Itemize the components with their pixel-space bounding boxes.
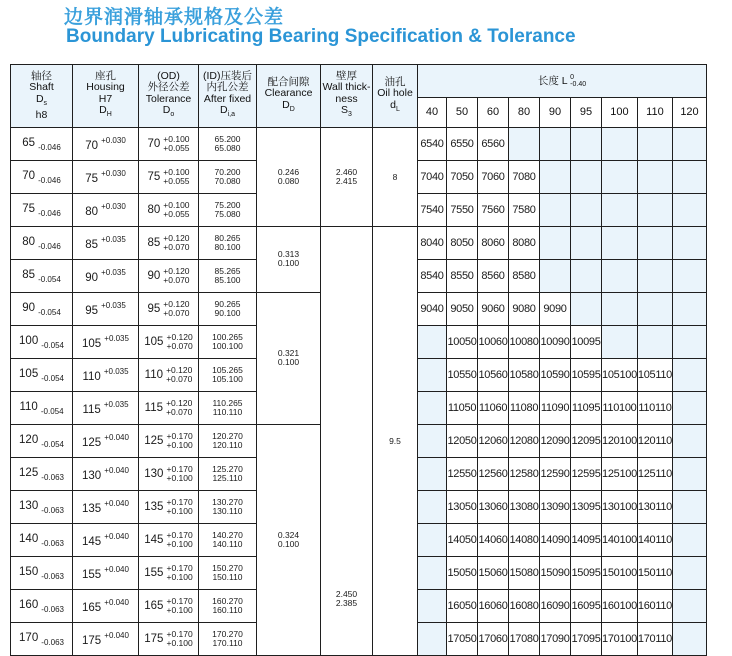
od-cell: 70 +0.100 +0.055 <box>139 128 199 161</box>
length-cell: 140100 <box>602 524 638 557</box>
length-cell <box>673 128 707 161</box>
length-col-header: 90 <box>540 97 571 127</box>
length-cell: 16095 <box>571 590 602 623</box>
length-cell: 14095 <box>571 524 602 557</box>
length-cell: 13095 <box>571 491 602 524</box>
length-cell <box>418 425 447 458</box>
length-cell <box>602 326 638 359</box>
length-cell: 9050 <box>447 293 478 326</box>
length-col-header: 80 <box>509 97 540 127</box>
length-cell: 170110 <box>637 623 672 656</box>
od-cell: 135 +0.170 +0.100 <box>139 491 199 524</box>
length-cell <box>602 161 638 194</box>
length-cell: 10590 <box>540 359 571 392</box>
length-cell: 13080 <box>509 491 540 524</box>
length-cell: 12550 <box>447 458 478 491</box>
header-housing: 座孔 Housing H7 $D_H$ <box>73 65 139 128</box>
length-cell: 7580 <box>509 194 540 227</box>
length-cell: 7560 <box>478 194 509 227</box>
length-cell: 13060 <box>478 491 509 524</box>
length-cell <box>637 161 672 194</box>
header-clearance: 配合间隙 Clearance $D_D$ <box>257 65 321 128</box>
housing-cell: 145 $^{+0.040}$ <box>73 524 139 557</box>
housing-cell: 135 $^{+0.040}$ <box>73 491 139 524</box>
id-cell: 65.200 65.080 <box>199 128 257 161</box>
length-cell: 10095 <box>571 326 602 359</box>
length-cell <box>673 623 707 656</box>
length-cell <box>637 293 672 326</box>
length-cell: 10090 <box>540 326 571 359</box>
length-cell: 17050 <box>447 623 478 656</box>
od-cell: 80 +0.100 +0.055 <box>139 194 199 227</box>
length-cell: 16090 <box>540 590 571 623</box>
header-id: (ID)压装后 内孔公差 After fixed $D_{i,a}$ <box>199 65 257 128</box>
length-col-header: 110 <box>637 97 672 127</box>
length-cell <box>673 359 707 392</box>
length-cell <box>637 227 672 260</box>
id-cell: 170.270 170.110 <box>199 623 257 656</box>
shaft-cell: 105 $_{-0.054}$ <box>11 359 73 392</box>
length-cell: 110110 <box>637 392 672 425</box>
od-cell: 90 +0.120 +0.070 <box>139 260 199 293</box>
shaft-cell: 100 $_{-0.054}$ <box>11 326 73 359</box>
length-cell <box>418 326 447 359</box>
length-cell: 17095 <box>571 623 602 656</box>
length-cell <box>673 194 707 227</box>
length-cell: 7050 <box>447 161 478 194</box>
housing-cell: 80 $^{+0.030}$ <box>73 194 139 227</box>
length-cell: 15050 <box>447 557 478 590</box>
length-cell: 15080 <box>509 557 540 590</box>
length-cell: 150100 <box>602 557 638 590</box>
housing-cell: 110 $^{+0.035}$ <box>73 359 139 392</box>
length-cell: 10550 <box>447 359 478 392</box>
length-cell: 120110 <box>637 425 672 458</box>
length-cell: 17080 <box>509 623 540 656</box>
length-cell <box>673 260 707 293</box>
length-cell: 130110 <box>637 491 672 524</box>
length-cell <box>602 128 638 161</box>
od-cell: 105 +0.120 +0.070 <box>139 326 199 359</box>
oil-hole-cell: 9.5 <box>373 227 418 656</box>
shaft-cell: 70 $_{-0.046}$ <box>11 161 73 194</box>
length-cell: 10060 <box>478 326 509 359</box>
id-cell: 130.270 130.110 <box>199 491 257 524</box>
length-cell: 12080 <box>509 425 540 458</box>
length-cell: 110100 <box>602 392 638 425</box>
id-cell: 75.200 75.080 <box>199 194 257 227</box>
length-cell: 7060 <box>478 161 509 194</box>
od-cell: 85 +0.120 +0.070 <box>139 227 199 260</box>
length-cell: 12050 <box>447 425 478 458</box>
id-cell: 85.265 85.100 <box>199 260 257 293</box>
length-cell: 160100 <box>602 590 638 623</box>
length-cell <box>571 128 602 161</box>
shaft-cell: 85 $_{-0.054}$ <box>11 260 73 293</box>
length-cell: 9040 <box>418 293 447 326</box>
length-cell: 16080 <box>509 590 540 623</box>
length-cell: 105110 <box>637 359 672 392</box>
housing-cell: 175 $^{+0.040}$ <box>73 623 139 656</box>
id-cell: 70.200 70.080 <box>199 161 257 194</box>
length-col-header: 50 <box>447 97 478 127</box>
length-cell: 170100 <box>602 623 638 656</box>
length-cell: 140110 <box>637 524 672 557</box>
length-cell <box>673 392 707 425</box>
shaft-cell: 170 $_{-0.063}$ <box>11 623 73 656</box>
shaft-cell: 140 $_{-0.063}$ <box>11 524 73 557</box>
length-cell: 12095 <box>571 425 602 458</box>
housing-cell: 85 $^{+0.035}$ <box>73 227 139 260</box>
id-cell: 140.270 140.110 <box>199 524 257 557</box>
length-cell <box>673 491 707 524</box>
length-cell: 12560 <box>478 458 509 491</box>
length-cell <box>540 260 571 293</box>
length-cell <box>673 227 707 260</box>
id-cell: 150.270 150.110 <box>199 557 257 590</box>
length-cell: 12060 <box>478 425 509 458</box>
length-cell: 11090 <box>540 392 571 425</box>
shaft-cell: 150 $_{-0.063}$ <box>11 557 73 590</box>
oil-hole-cell: 8 <box>373 128 418 227</box>
od-cell: 115 +0.120 +0.070 <box>139 392 199 425</box>
housing-cell: 165 $^{+0.040}$ <box>73 590 139 623</box>
id-cell: 90.265 90.100 <box>199 293 257 326</box>
length-cell: 12090 <box>540 425 571 458</box>
housing-cell: 155 $^{+0.040}$ <box>73 557 139 590</box>
length-cell <box>637 326 672 359</box>
length-cell <box>602 194 638 227</box>
length-cell: 8540 <box>418 260 447 293</box>
length-cell <box>673 590 707 623</box>
table-row <box>11 227 707 260</box>
shaft-cell: 90 $_{-0.054}$ <box>11 293 73 326</box>
shaft-cell: 120 $_{-0.054}$ <box>11 425 73 458</box>
length-cell: 13050 <box>447 491 478 524</box>
length-cell: 9080 <box>509 293 540 326</box>
length-col-header: 100 <box>602 97 638 127</box>
length-cell <box>571 227 602 260</box>
housing-cell: 115 $^{+0.035}$ <box>73 392 139 425</box>
length-cell: 11095 <box>571 392 602 425</box>
length-cell: 160110 <box>637 590 672 623</box>
housing-cell: 95 $^{+0.035}$ <box>73 293 139 326</box>
header-oil-hole: 油孔 Oil hole $d_L$ <box>373 65 418 128</box>
length-cell: 6540 <box>418 128 447 161</box>
od-cell: 165 +0.170 +0.100 <box>139 590 199 623</box>
id-cell: 160.270 160.110 <box>199 590 257 623</box>
shaft-cell: 125 $_{-0.063}$ <box>11 458 73 491</box>
length-cell <box>673 458 707 491</box>
length-cell: 10080 <box>509 326 540 359</box>
title-chinese: 边界润滑轴承规格及公差 <box>64 6 285 28</box>
length-cell <box>602 227 638 260</box>
length-cell: 14090 <box>540 524 571 557</box>
length-cell <box>637 128 672 161</box>
length-cell <box>637 260 672 293</box>
length-cell: 7540 <box>418 194 447 227</box>
housing-cell: 70 $^{+0.030}$ <box>73 128 139 161</box>
length-cell: 8040 <box>418 227 447 260</box>
length-cell: 7040 <box>418 161 447 194</box>
clearance-cell: 0.313 0.100 <box>257 227 321 293</box>
spec-table <box>10 64 707 656</box>
header-od: (OD) 外径公差 Tolerance $D_o$ <box>139 65 199 128</box>
length-cell <box>418 623 447 656</box>
length-cell: 10050 <box>447 326 478 359</box>
length-cell <box>418 491 447 524</box>
wall-thickness-cell: 2.450 2.385 <box>321 227 373 656</box>
length-cell: 8060 <box>478 227 509 260</box>
length-cell: 10560 <box>478 359 509 392</box>
length-cell: 17090 <box>540 623 571 656</box>
housing-cell: 130 $^{+0.040}$ <box>73 458 139 491</box>
title-english: Boundary Lubricating Bearing Specification & Tolerance <box>66 26 576 47</box>
length-cell <box>418 557 447 590</box>
od-cell: 130 +0.170 +0.100 <box>139 458 199 491</box>
shaft-cell: 110 $_{-0.054}$ <box>11 392 73 425</box>
length-cell <box>571 260 602 293</box>
housing-cell: 90 $^{+0.035}$ <box>73 260 139 293</box>
length-cell: 12595 <box>571 458 602 491</box>
length-col-header: 95 <box>571 97 602 127</box>
header-wall: 壁厚 Wall thick- ness $S_3$ <box>321 65 373 128</box>
length-cell: 105100 <box>602 359 638 392</box>
length-cell: 11060 <box>478 392 509 425</box>
length-cell <box>673 524 707 557</box>
length-cell <box>540 227 571 260</box>
table-row <box>11 128 707 161</box>
header-shaft: 轴径 Shaft $D_s$ h8 <box>11 65 73 128</box>
id-cell: 125.270 125.110 <box>199 458 257 491</box>
length-cell: 125100 <box>602 458 638 491</box>
length-col-header: 60 <box>478 97 509 127</box>
housing-cell: 75 $^{+0.030}$ <box>73 161 139 194</box>
length-cell: 10580 <box>509 359 540 392</box>
length-cell <box>673 557 707 590</box>
length-cell: 15090 <box>540 557 571 590</box>
length-cell <box>540 194 571 227</box>
length-cell <box>602 293 638 326</box>
length-cell: 14050 <box>447 524 478 557</box>
length-cell: 16060 <box>478 590 509 623</box>
length-cell <box>418 524 447 557</box>
length-cell <box>571 293 602 326</box>
length-cell: 9060 <box>478 293 509 326</box>
od-cell: 175 +0.170 +0.100 <box>139 623 199 656</box>
od-cell: 125 +0.170 +0.100 <box>139 425 199 458</box>
length-cell: 9090 <box>540 293 571 326</box>
shaft-cell: 65 $_{-0.046}$ <box>11 128 73 161</box>
length-cell: 10595 <box>571 359 602 392</box>
od-cell: 110 +0.120 +0.070 <box>139 359 199 392</box>
length-cell: 8550 <box>447 260 478 293</box>
id-cell: 110.265 110.110 <box>199 392 257 425</box>
length-cell: 12590 <box>540 458 571 491</box>
length-cell <box>673 293 707 326</box>
housing-cell: 105 $^{+0.035}$ <box>73 326 139 359</box>
length-cell: 15095 <box>571 557 602 590</box>
length-cell <box>540 161 571 194</box>
length-cell <box>673 425 707 458</box>
length-cell: 150110 <box>637 557 672 590</box>
length-cell: 6550 <box>447 128 478 161</box>
length-cell <box>673 161 707 194</box>
od-cell: 155 +0.170 +0.100 <box>139 557 199 590</box>
length-cell <box>418 359 447 392</box>
length-cell <box>418 392 447 425</box>
length-cell: 11080 <box>509 392 540 425</box>
shaft-cell: 130 $_{-0.063}$ <box>11 491 73 524</box>
length-cell: 13090 <box>540 491 571 524</box>
length-cell: 17060 <box>478 623 509 656</box>
od-cell: 145 +0.170 +0.100 <box>139 524 199 557</box>
length-cell <box>637 194 672 227</box>
length-cell <box>540 128 571 161</box>
id-cell: 120.270 120.110 <box>199 425 257 458</box>
housing-cell: 125 $^{+0.040}$ <box>73 425 139 458</box>
length-cell: 8050 <box>447 227 478 260</box>
shaft-cell: 75 $_{-0.046}$ <box>11 194 73 227</box>
length-cell <box>418 458 447 491</box>
length-cell: 130100 <box>602 491 638 524</box>
od-cell: 75 +0.100 +0.055 <box>139 161 199 194</box>
id-cell: 105.265 105.100 <box>199 359 257 392</box>
length-cell: 125110 <box>637 458 672 491</box>
length-cell <box>418 590 447 623</box>
length-cell: 8560 <box>478 260 509 293</box>
length-cell: 7080 <box>509 161 540 194</box>
shaft-cell: 160 $_{-0.063}$ <box>11 590 73 623</box>
length-cell: 6560 <box>478 128 509 161</box>
length-cell <box>509 128 540 161</box>
length-cell <box>602 260 638 293</box>
length-cell: 12580 <box>509 458 540 491</box>
clearance-cell: 0.246 0.080 <box>257 128 321 227</box>
length-cell: 16050 <box>447 590 478 623</box>
length-cell <box>673 326 707 359</box>
od-cell: 95 +0.120 +0.070 <box>139 293 199 326</box>
clearance-cell: 0.324 0.100 <box>257 425 321 656</box>
length-cell: 7550 <box>447 194 478 227</box>
length-col-header: 40 <box>418 97 447 127</box>
id-cell: 80.265 80.100 <box>199 227 257 260</box>
id-cell: 100.265 100.100 <box>199 326 257 359</box>
length-cell: 8580 <box>509 260 540 293</box>
length-cell: 120100 <box>602 425 638 458</box>
clearance-cell: 0.321 0.100 <box>257 293 321 425</box>
length-cell: 8080 <box>509 227 540 260</box>
length-cell: 15060 <box>478 557 509 590</box>
length-cell: 11050 <box>447 392 478 425</box>
header-length: 长度 L 0 -0.40 <box>418 65 707 98</box>
length-cell: 14060 <box>478 524 509 557</box>
length-col-header: 120 <box>673 97 707 127</box>
length-cell <box>571 194 602 227</box>
shaft-cell: 80 $_{-0.046}$ <box>11 227 73 260</box>
length-cell: 14080 <box>509 524 540 557</box>
length-cell <box>571 161 602 194</box>
wall-thickness-cell: 2.460 2.415 <box>321 128 373 227</box>
